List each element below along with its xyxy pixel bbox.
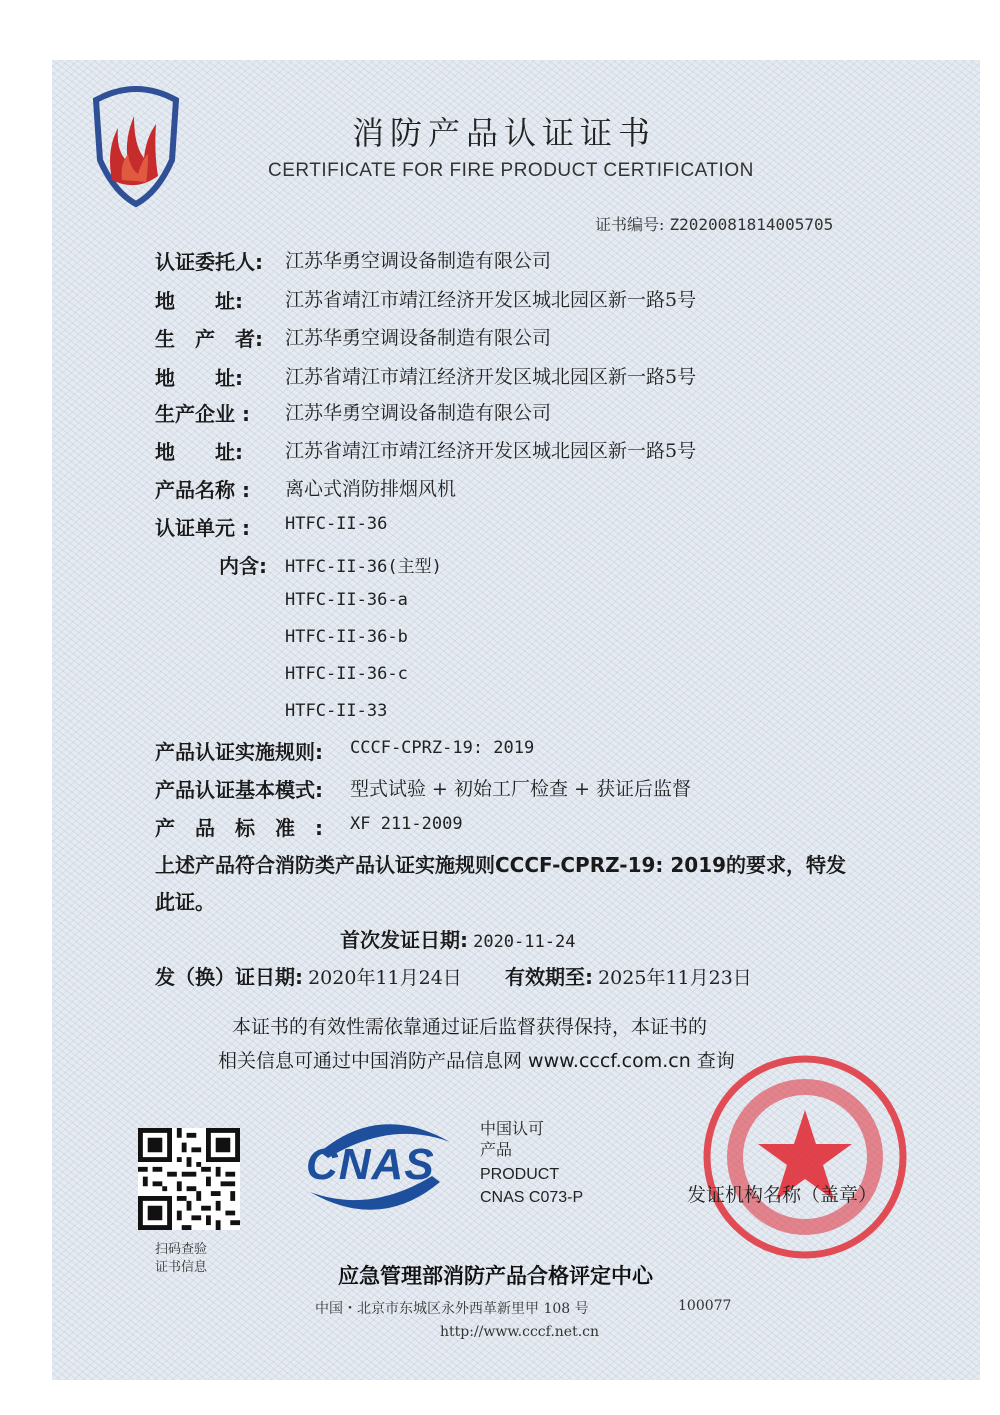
- certificate-number: [595, 212, 833, 235]
- model-item: HTFC-II-33: [285, 701, 388, 721]
- client-label: 认证委托人:: [155, 250, 263, 274]
- official-seal-icon: [700, 1052, 910, 1262]
- mode-label: 产品认证基本模式:: [155, 778, 323, 802]
- unit-label: 认证单元 :: [155, 516, 250, 540]
- issue-date-label: 发（换）证日期:: [155, 965, 303, 989]
- contains-label: 内含:: [219, 554, 267, 578]
- mode-value: 型式试验 + 初始工厂检查 + 获证后监督: [350, 778, 691, 800]
- issuing-organization: 应急管理部消防产品合格评定中心: [338, 1264, 653, 1288]
- qr-caption-2: 证书信息: [155, 1260, 208, 1275]
- model-item: HTFC-II-36-a: [285, 590, 408, 610]
- statement-line-1: 上述产品符合消防类产品认证实施规则CCCF-CPRZ-19: 2019的要求，特发: [155, 853, 847, 877]
- footer-address: 中国・北京市东城区永外西革新里甲 108 号: [315, 1301, 589, 1317]
- rule-value: CCCF-CPRZ-19: 2019: [350, 738, 535, 758]
- fire-logo-icon: [88, 80, 184, 210]
- certificate-title-cn: 消防产品认证证书: [352, 114, 657, 152]
- footer-url[interactable]: http://www.cccf.net.cn: [440, 1324, 600, 1340]
- producer-label: 生 产 者:: [155, 327, 263, 351]
- valid-until-label: 有效期至:: [505, 965, 593, 989]
- qr-caption-1: 扫码查验: [155, 1242, 208, 1257]
- issuing-org-sign-label: 发证机构名称（盖章）: [687, 1184, 878, 1206]
- cnas-line-1: 中国认可: [480, 1121, 545, 1138]
- cnas-line-3: PRODUCT: [480, 1166, 560, 1183]
- enterprise-label: 生产企业 :: [155, 402, 250, 426]
- standard-value: XF 211-2009: [350, 814, 463, 834]
- cnas-logo-text: CNAS: [306, 1140, 435, 1189]
- notice-line-2: 相关信息可通过中国消防产品信息网 www.cccf.com.cn 查询: [218, 1050, 735, 1072]
- valid-until: [505, 961, 752, 990]
- first-issue-value: 2020-11-24: [473, 932, 576, 952]
- address-value-3: 江苏省靖江市靖江经济开发区城北园区新一路5号: [285, 440, 697, 462]
- address-value-2: 江苏省靖江市靖江经济开发区城北园区新一路5号: [285, 366, 697, 388]
- first-issue-date: [340, 924, 575, 953]
- address-label-3: 地 址:: [155, 440, 243, 464]
- model-item: HTFC-II-36-b: [285, 627, 408, 647]
- product-name-label: 产品名称 :: [155, 478, 250, 502]
- address-label-1: 地 址:: [155, 289, 243, 313]
- producer-value: 江苏华勇空调设备制造有限公司: [285, 327, 552, 349]
- cert-no-value: Z2020081814005705: [669, 215, 834, 234]
- standard-label: 产 品 标 准 :: [155, 816, 323, 840]
- cnas-line-4: CNAS C073-P: [480, 1189, 584, 1206]
- client-value: 江苏华勇空调设备制造有限公司: [285, 250, 552, 272]
- model-item: HTFC-II-36(主型): [285, 557, 442, 577]
- footer-postcode: 100077: [678, 1298, 732, 1314]
- cert-no-label: 证书编号:: [595, 215, 665, 234]
- enterprise-value: 江苏华勇空调设备制造有限公司: [285, 402, 552, 424]
- rule-label: 产品认证实施规则:: [155, 740, 323, 764]
- address-value-1: 江苏省靖江市靖江经济开发区城北园区新一路5号: [285, 289, 697, 311]
- qr-code-icon: [138, 1128, 240, 1230]
- statement-line-2: 此证。: [155, 890, 215, 914]
- issue-date: [155, 961, 462, 990]
- cnas-line-2: 产品: [480, 1142, 513, 1159]
- valid-until-value: 2025年11月23日: [598, 967, 752, 989]
- first-issue-label: 首次发证日期:: [340, 928, 468, 952]
- unit-value: HTFC-II-36: [285, 514, 388, 534]
- notice-line-1: 本证书的有效性需依靠通过证后监督获得保持，本证书的: [232, 1016, 708, 1038]
- product-name-value: 离心式消防排烟风机: [285, 478, 457, 500]
- address-label-2: 地 址:: [155, 366, 243, 390]
- certificate-title-en: CERTIFICATE FOR FIRE PRODUCT CERTIFICATION: [268, 160, 754, 181]
- issue-date-value: 2020年11月24日: [308, 967, 462, 989]
- model-item: HTFC-II-36-c: [285, 664, 408, 684]
